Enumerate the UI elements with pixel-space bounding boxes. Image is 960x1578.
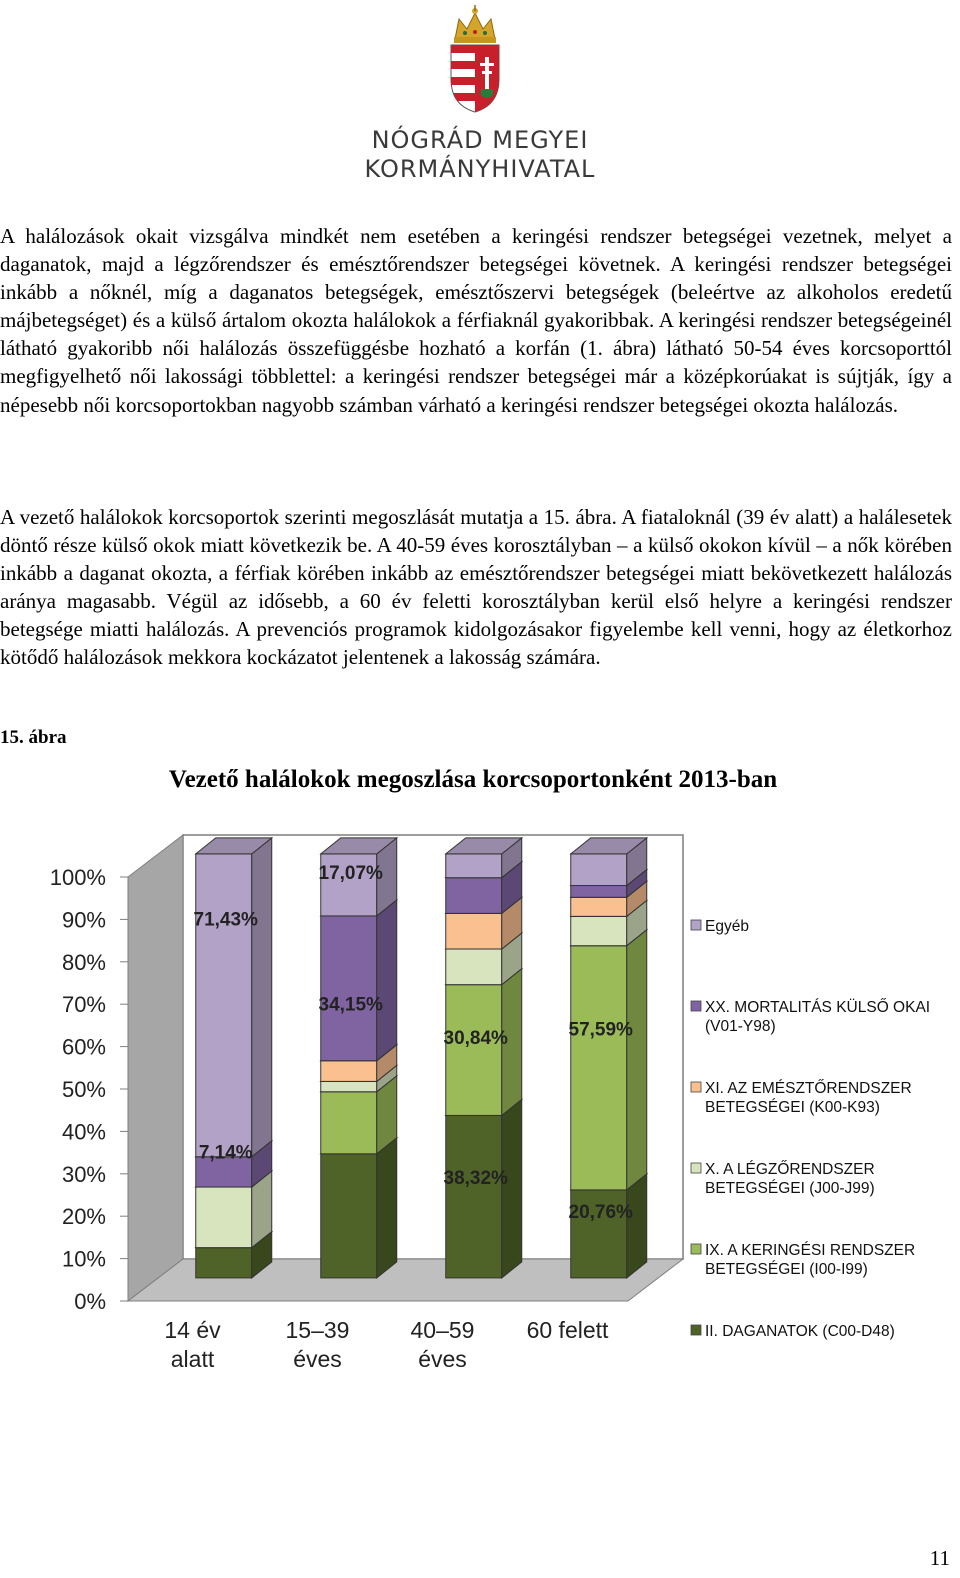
bar-segment-front xyxy=(196,1187,252,1248)
data-label: 17,07% xyxy=(318,862,383,884)
category-label: 15–39 xyxy=(285,1317,350,1343)
legend-swatch xyxy=(691,1163,701,1173)
figure-label: 15. ábra xyxy=(0,727,67,748)
category-label: éves xyxy=(293,1346,342,1372)
legend-label: Egyéb xyxy=(705,918,749,935)
bar-segment-front xyxy=(446,985,502,1116)
legend-swatch xyxy=(691,1244,701,1254)
legend-label: BETEGSÉGEI (I00-I99) xyxy=(705,1261,868,1278)
legend-swatch xyxy=(691,1325,701,1335)
data-label: 38,32% xyxy=(443,1168,508,1190)
category-label: éves xyxy=(418,1346,467,1372)
data-label: 30,84% xyxy=(443,1028,508,1050)
legend-label: IX. A KERINGÉSI RENDSZER xyxy=(705,1242,916,1259)
data-label: 20,76% xyxy=(568,1202,633,1224)
y-tick-label: 60% xyxy=(61,1034,106,1060)
legend-swatch xyxy=(691,1001,701,1011)
y-tick-label: 10% xyxy=(61,1246,106,1272)
bar-segment-side xyxy=(627,930,647,1190)
category-label: 40–59 xyxy=(410,1317,475,1343)
bar-segment-front xyxy=(571,897,627,916)
bar-segment-front xyxy=(446,854,502,878)
y-tick-label: 80% xyxy=(61,949,106,975)
legend-label: II. DAGANATOK (C00-D48) xyxy=(705,1323,895,1340)
bar-segment-front xyxy=(321,916,377,1061)
data-label: 7,14% xyxy=(198,1142,253,1164)
data-label: 34,15% xyxy=(318,994,383,1016)
legend-label: BETEGSÉGEI (K00-K93) xyxy=(705,1099,880,1116)
bar-segment-side xyxy=(377,1138,397,1278)
legend-label: XX. MORTALITÁS KÜLSŐ OKAI xyxy=(705,999,931,1016)
bar-segment-front xyxy=(446,913,502,949)
bar-segment-front xyxy=(571,916,627,945)
y-tick-label: 70% xyxy=(61,992,106,1018)
bar-segment-front xyxy=(321,1081,377,1091)
bar-segment-side xyxy=(377,900,397,1061)
bar-segment-side xyxy=(627,1174,647,1278)
y-tick-label: 90% xyxy=(61,907,106,933)
bar-segment-front xyxy=(571,886,627,898)
y-tick-label: 30% xyxy=(61,1161,106,1187)
bar-segment-front xyxy=(196,854,252,1157)
chart-side-wall xyxy=(128,835,183,1301)
y-tick-label: 40% xyxy=(61,1119,106,1145)
data-label: 57,59% xyxy=(568,1019,633,1041)
legend-label: XI. AZ EMÉSZTŐRENDSZER xyxy=(705,1080,912,1097)
category-label: 14 év xyxy=(164,1317,221,1343)
legend-label: X. A LÉGZŐRENDSZER xyxy=(705,1161,875,1178)
y-tick-label: 50% xyxy=(61,1077,106,1102)
bar-segment-front xyxy=(321,1154,377,1278)
legend-label: BETEGSÉGEI (J00-J99) xyxy=(705,1180,875,1197)
chart-title: Vezető halálokok megoszlása korcsoportonként 2013-ban xyxy=(168,766,778,793)
page-number: 11 xyxy=(929,1546,950,1570)
legend-swatch xyxy=(691,920,701,930)
bar-segment-front xyxy=(446,1115,502,1277)
bar-segment-front xyxy=(571,854,627,886)
y-tick-label: 0% xyxy=(74,1289,106,1314)
bar-segment-front xyxy=(446,878,502,914)
bar-segment-front xyxy=(196,1248,252,1278)
body-paragraph-2: A vezető halálokok korcsoportok szerinti megoszlását mutatja a 15. ábra. A fiataloknál (39 év alatt) a halálesetek döntő része külső okok miatt következik be. A 40-59 éves korosztályban – a külső okokon kívül – a nők körében inkább a daganat okozta, a férfiak körében inkább az emésztőrendszer betegségei miatt bekövetkezett halálozás aránya magasabb. Végül az idősebb, a 60 év feletti korosztályban kerül első helyre a keringési rendszer betegsége miatti halálozás. A prevenciós programok kidolgozásakor figyelembe kell venni, hogy az életkorhoz kötődő halálozások mekkora kockázatot jelentenek a lakosság számára. xyxy=(0,505,952,670)
legend-swatch xyxy=(691,1082,701,1092)
y-tick-label: 100% xyxy=(49,865,106,890)
org-name-line1: NÓGRÁD MEGYEI xyxy=(371,126,589,154)
legend-label: (V01-Y98) xyxy=(705,1018,776,1035)
bar-segment-front xyxy=(571,946,627,1190)
org-name-line2: KORMÁNYHIVATAL xyxy=(364,155,596,183)
category-label: alatt xyxy=(170,1346,215,1372)
bar-segment-front xyxy=(321,1061,377,1082)
bar-segment-side xyxy=(252,838,272,1157)
body-paragraph-1: A halálozások okait vizsgálva mindkét nem esetében a keringési rendszer betegségei vezetnek, melyet a daganatok, majd a légzőrendszer és emésztőrendszer betegségei követnek. A keringési rendszer betegségei inkább a nőknél, míg a daganatos betegségek, emésztőszervi betegségek (beleértve az alkoholos eredetű májbetegséget) és a külső ártalom okozta halálokok a férfiaknál gyakoribbak. A keringési rendszer betegségeinél látható gyakoribb női halálozás összefüggésbe hozható a korfán (1. ábra) látható 50-54 éves korcsoporttól megfigyelhető női lakossági többlettel: a keringési rendszer betegségei már a középkorúakat is sújtják, így a népesebb női korcsoportokban nagyobb számban várható a keringési rendszer betegségei okozta halálozás. xyxy=(0,224,952,417)
data-label: 71,43% xyxy=(193,909,258,931)
y-tick-label: 20% xyxy=(61,1204,106,1230)
bar-segment-front xyxy=(321,1092,377,1154)
category-label: 60 felett xyxy=(526,1317,609,1343)
bar-segment-front xyxy=(446,949,502,985)
